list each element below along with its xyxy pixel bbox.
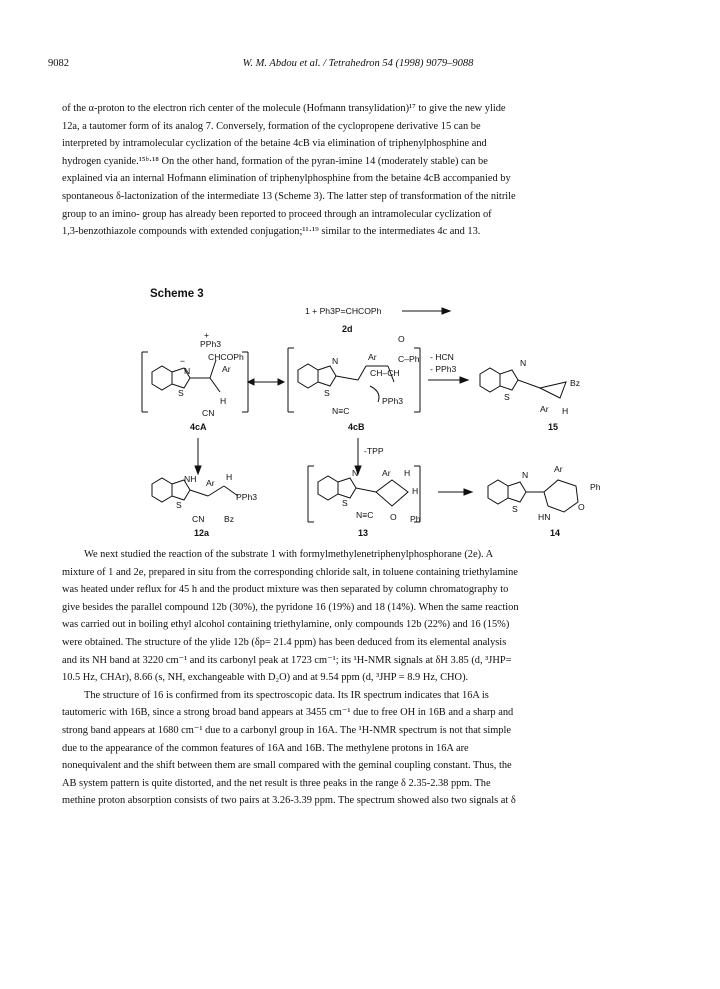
label-13: 13 (358, 528, 369, 538)
paragraph-mechanism (62, 100, 672, 241)
atom-n: N (352, 468, 359, 478)
text-line: The structure of 16 is confirmed from its spectroscopic data. Its IR spectrum indicates that 16A is (84, 689, 489, 701)
reaction-scheme (120, 300, 680, 540)
atom-s: S (176, 500, 182, 510)
atom-h: H (562, 406, 569, 416)
text-line: AB system pattern is quite distorted, and the net result is three peaks in the range δ 2.35-2.38 ppm. The (62, 777, 491, 789)
atom-h: H (404, 468, 411, 478)
label-4cB: 4cB (348, 422, 365, 432)
structure-4cB (288, 334, 420, 432)
atom-ar: Ar (222, 364, 231, 374)
atom-ph: Ph (590, 482, 601, 492)
paragraph-results (62, 546, 672, 810)
label-4cA: 4cA (190, 422, 207, 432)
atom-cn: CN (202, 408, 215, 418)
atom-s: S (342, 498, 348, 508)
text-line: hydrogen cyanide.¹⁵ᵇ·¹⁸ On the other hand, formation of the pyran-imine 14 (moderately stable) can be (62, 155, 488, 167)
atom-n-c: N≡C (356, 510, 374, 520)
atom-s: S (512, 504, 518, 514)
atom-bz: Bz (224, 514, 235, 524)
atom-s: S (504, 392, 510, 402)
text-line: methine proton absorption consists of two pairs at 3.26-3.39 ppm. The spectrum showed also two signals at δ (62, 795, 516, 807)
elim-hcn: - HCN (430, 352, 454, 362)
label-14: 14 (550, 528, 561, 538)
atom-ar: Ar (540, 404, 549, 414)
atom-ph: Ph (410, 514, 421, 524)
text-line: due to the appearance of the common features of 16A and 16B. The methylene protons in 16A are (62, 742, 469, 754)
text-line: and its NH band at 3220 cm⁻¹ and its carbonyl peak at 1723 cm⁻¹; its ¹H-NMR signals at δH 3.85 (d, ³JHP= (62, 654, 512, 666)
atom-plus: + (204, 330, 210, 340)
atom-ar: Ar (368, 352, 377, 362)
structure-4cA (142, 330, 248, 432)
text-line: spontaneous δ-lactonization of the intermediate 13 (Scheme 3). The latter step of transformation of the nitrile (62, 190, 516, 202)
text-line: were obtained. The structure of the ylide 12b (δp= 21.4 ppm) has been deduced from its elemental analysis (62, 636, 507, 648)
text-line: interpreted by intramolecular cyclization of the betaine 4cB via elimination of triphenylphosphine and (62, 138, 487, 150)
atom-c-ph: C–Ph (398, 354, 420, 364)
structure-15 (480, 358, 580, 432)
atom-s: S (178, 388, 184, 398)
structure-14 (488, 464, 601, 538)
reagent-label: 2d (342, 324, 353, 334)
atom-n: N (522, 470, 529, 480)
text-line: tautomeric with 16B, since a strong broad band appears at 3455 cm⁻¹ due to free OH in 16B and a sharp and (62, 707, 514, 719)
reaction-arrowhead (442, 308, 450, 314)
atom-ar: Ar (382, 468, 391, 478)
atom-bz: Bz (570, 378, 581, 388)
atom-chcoph: CHCOPh (208, 352, 244, 362)
text-line: strong band appears at 1680 cm⁻¹ due to a carbonyl group in 16A. The ¹H-NMR spectrum is not that simple (62, 724, 511, 736)
atom-pph3: PPh3 (236, 492, 258, 502)
atom-hn: HN (538, 512, 551, 522)
text-line: mixture of 1 and 2e, prepared in situ from the corresponding chloride salt, in toluene containing triethylamine (62, 566, 518, 578)
atom-o: O (578, 502, 585, 512)
atom-o: O (398, 334, 405, 344)
atom-n: N (520, 358, 527, 368)
atom-h: H (226, 472, 233, 482)
atom-h: H (220, 396, 227, 406)
atom-n-c: N≡C (332, 406, 350, 416)
text-line: give besides the parallel compound 12b (30%), the pyridone 16 (19%) and 18 (14%). When the same reaction (62, 601, 519, 613)
text-line: nonequivalent and the shift between them are small compared with the geminal coupling constant. Thus, the (62, 760, 512, 772)
structure-12a (152, 472, 257, 538)
text-line: We next studied the reaction of the substrate 1 with formylmethylenetriphenylphosphorane (2e). A (84, 549, 494, 560)
page-number: 9082 (48, 58, 69, 69)
atom-s: S (324, 388, 330, 398)
text-line: was heated under reflux for 45 h and the product mixture was then separated by column chromatography to (62, 584, 509, 596)
label-15: 15 (548, 422, 559, 432)
atom-h: H (412, 486, 419, 496)
scheme-title: Scheme 3 (150, 288, 204, 300)
atom-ar: Ar (206, 478, 215, 488)
reaction-equation: 1 + Ph3P=CHCOPh (305, 306, 382, 316)
text-line: of the α-proton to the electron rich center of the molecule (Hofmann transylidation)¹⁷ to give the new ylide (62, 103, 506, 114)
text-line: group to an imino- group has already been reported to proceed through an intramolecular cyclization of (62, 208, 492, 220)
text-line: explained via an internal Hofmann elimination of triphenylphosphine from the betaine 4cB accompanied by (62, 173, 511, 185)
atom-n: N (184, 366, 191, 376)
running-title: W. M. Abdou et al. / Tetrahedron 54 (1998) 9079–9088 (242, 58, 474, 69)
atom-pph3: PPh3 (382, 396, 404, 406)
structure-13 (308, 466, 421, 538)
atom-minus: − (180, 356, 186, 366)
atom-o: O (390, 512, 397, 522)
atom-ar: Ar (554, 464, 563, 474)
atom-n: N (332, 356, 339, 366)
text-line: was carried out in boiling ethyl alcohol containing triethylamine, only compounds 12b (22%) and 16 (15%) (62, 619, 510, 631)
text-line: 10.5 Hz, CHAr), 8.66 (s, NH, exchangeable with D₂O) and at 9.54 ppm (d, ³JHP = 8.9 Hz, CHO). (62, 672, 469, 684)
elim-tpp: -TPP (364, 446, 384, 456)
atom-ch-ch: CH–CH (370, 368, 400, 378)
atom-pph3: PPh3 (200, 339, 222, 349)
text-line: 1,3-benzothiazole compounds with extended conjugation;¹¹·¹⁹ similar to the intermediates 4c and 13. (62, 226, 481, 238)
label-12a: 12a (194, 528, 210, 538)
atom-nh: NH (184, 474, 197, 484)
text-line: 12a, a tautomer form of its analog 7. Conversely, formation of the cyclopropene derivative 15 can be (62, 120, 481, 132)
elim-pph3: - PPh3 (430, 364, 457, 374)
atom-cn: CN (192, 514, 205, 524)
